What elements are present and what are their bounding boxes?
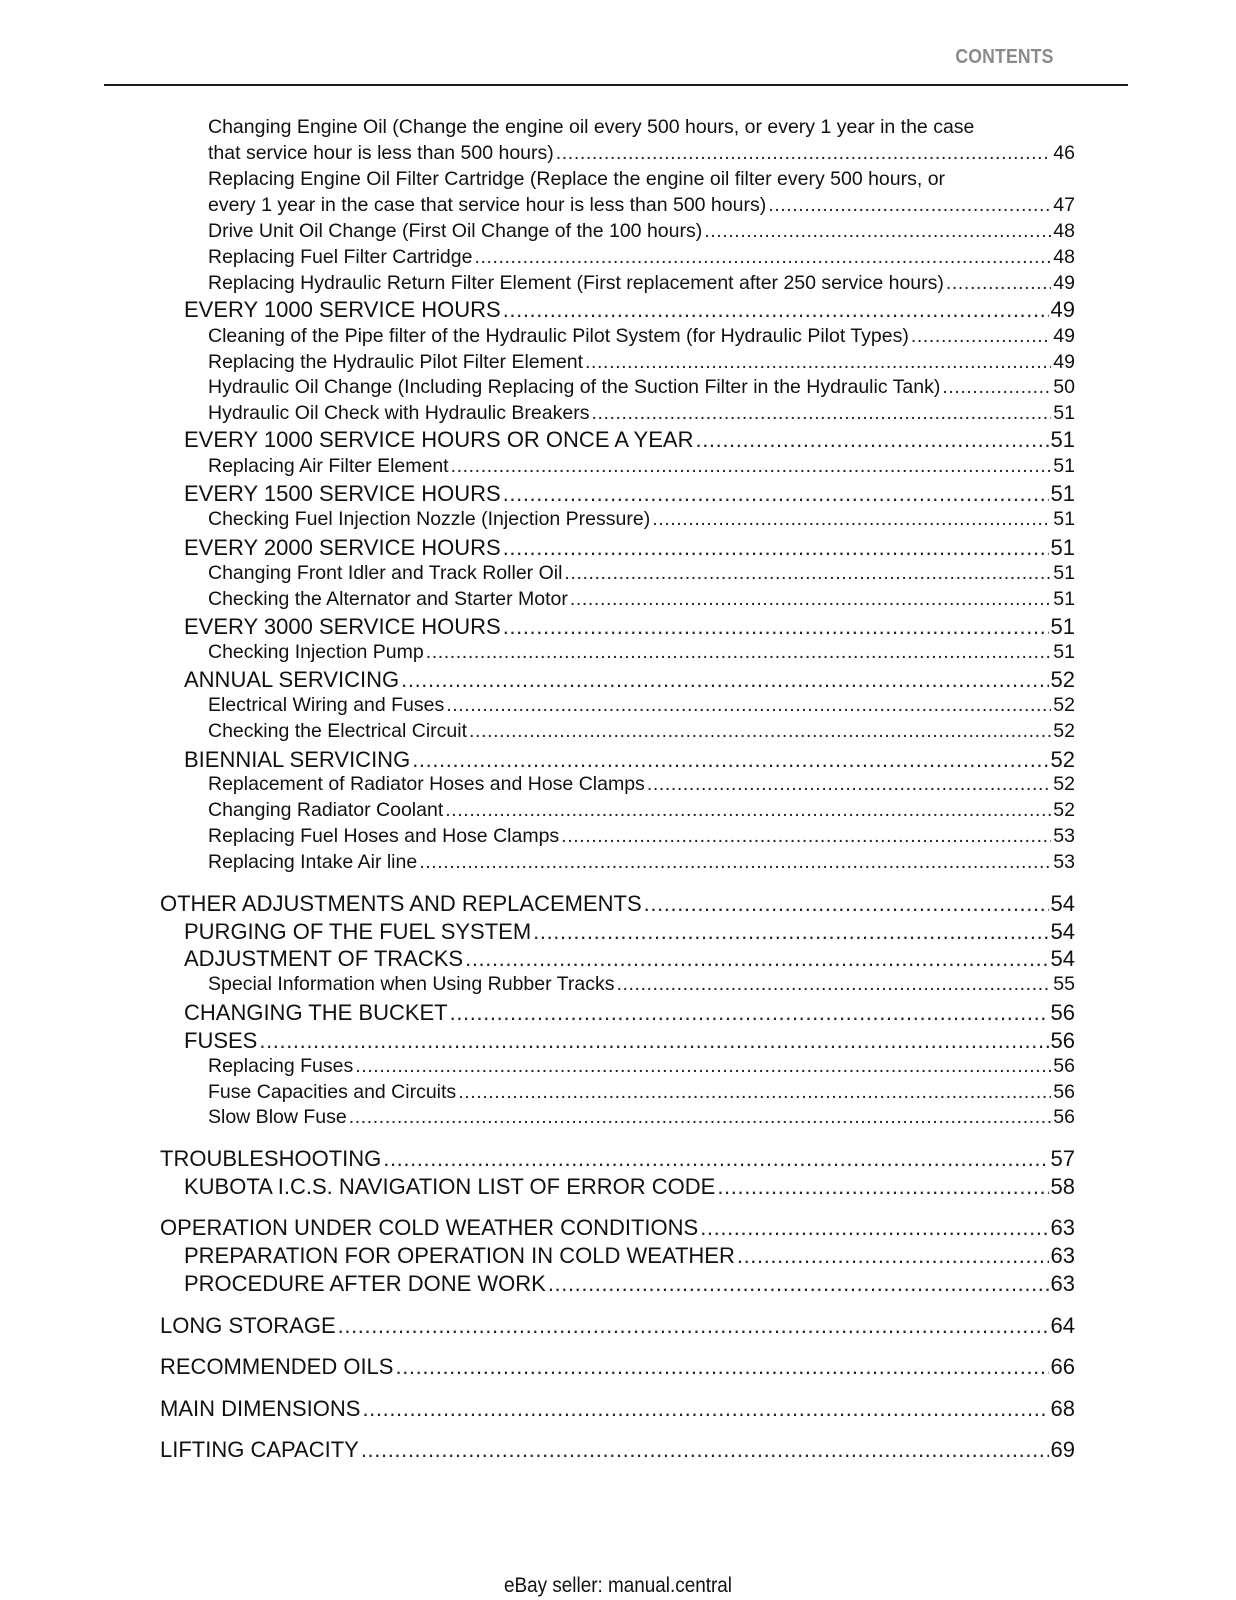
footer-seller-note: eBay seller: manual.central	[504, 1574, 732, 1597]
toc-entry-label: PREPARATION FOR OPERATION IN COLD WEATHER	[184, 1243, 735, 1268]
toc-entry-label: BIENNIAL SERVICING	[184, 747, 411, 772]
toc-entry-label: Replacing Fuel Hoses and Hose Clamps	[208, 825, 560, 847]
toc-entry-label: Hydraulic Oil Check with Hydraulic Breakers	[208, 402, 590, 424]
dot-leader	[533, 919, 1048, 945]
toc-entry[interactable]	[208, 455, 1075, 478]
toc-entry[interactable]	[208, 694, 1075, 717]
toc-entry-label: Replacing Hydraulic Return Filter Element (First replacement after 250 service hours)	[208, 272, 944, 294]
dot-leader	[647, 773, 1051, 796]
toc-page-number: 47	[1053, 194, 1075, 216]
toc-entry-label: Fuse Capacities and Circuits	[208, 1081, 457, 1103]
toc-entry[interactable]	[208, 402, 1075, 425]
dot-leader	[556, 142, 1052, 165]
dot-leader	[419, 851, 1051, 874]
dot-leader	[362, 1396, 1048, 1422]
toc-entry-label: Drive Unit Oil Change (First Oil Change of the 100 hours)	[208, 220, 703, 242]
toc-page-number: 53	[1053, 851, 1075, 873]
dot-leader	[591, 402, 1051, 425]
toc-entry-label: Changing Front Idler and Track Roller Oil	[208, 562, 563, 584]
toc-entry-label: Checking the Electrical Circuit	[208, 720, 468, 742]
dot-leader	[768, 194, 1051, 217]
toc-entry-label: PURGING OF THE FUEL SYSTEM	[184, 919, 532, 944]
toc-entry[interactable]	[184, 1174, 1075, 1200]
toc-entry[interactable]	[208, 720, 1075, 743]
toc-entry[interactable]	[184, 535, 1075, 561]
toc-entry-label: Replacing Fuel Filter Cartridge	[208, 246, 473, 268]
toc-entry-label: Electrical Wiring and Fuses	[208, 694, 445, 716]
toc-page-number: 56	[1053, 1055, 1075, 1077]
toc-page-number: 51	[1050, 427, 1075, 452]
dot-leader	[503, 481, 1049, 507]
toc-entry-label: Replacement of Radiator Hoses and Hose Clamps	[208, 773, 645, 795]
toc-entry[interactable]	[160, 1146, 1075, 1172]
toc-entry-label: Checking the Alternator and Starter Motor	[208, 588, 568, 610]
toc-page-number: 58	[1050, 1174, 1075, 1199]
header-rule	[104, 84, 1128, 86]
toc-page-number: 63	[1050, 1243, 1075, 1268]
toc-entry-line[interactable]: Replacing Engine Oil Filter Cartridge (Replace the engine oil filter every 500 hours, or	[208, 168, 946, 190]
toc-page-number: 51	[1050, 535, 1075, 560]
toc-entry[interactable]	[208, 1081, 1075, 1104]
toc-entry[interactable]	[208, 641, 1075, 664]
toc-entry-line[interactable]: Changing Engine Oil (Change the engine oil every 500 hours, or every 1 year in the case	[208, 116, 975, 138]
toc-page-number: 66	[1050, 1354, 1075, 1379]
toc-page-number: 52	[1053, 773, 1075, 795]
toc-page-number: 56	[1050, 1028, 1075, 1053]
toc-entry-label: EVERY 3000 SERVICE HOURS	[184, 614, 501, 639]
toc-page-number: 64	[1050, 1313, 1075, 1338]
toc-entry-label: Checking Injection Pump	[208, 641, 424, 663]
toc-entry[interactable]	[160, 1437, 1075, 1463]
dot-leader	[564, 562, 1051, 585]
toc-page-number: 48	[1053, 246, 1075, 268]
toc-page-number: 68	[1050, 1396, 1075, 1421]
toc-entry[interactable]	[208, 588, 1075, 611]
toc-entry[interactable]	[184, 1243, 1075, 1269]
toc-entry[interactable]	[208, 376, 1075, 399]
dot-leader	[450, 1000, 1049, 1026]
toc-entry-label: that service hour is less than 500 hours)	[208, 142, 554, 164]
toc-page-number: 56	[1053, 1081, 1075, 1103]
toc-page-number: 52	[1053, 799, 1075, 821]
toc-page-number: 51	[1053, 641, 1075, 663]
toc-entry-label: every 1 year in the case that service hour is less than 500 hours)	[208, 194, 767, 216]
toc-page-number: 53	[1053, 825, 1075, 847]
toc-entry[interactable]	[208, 1055, 1075, 1078]
toc-entry-label: OTHER ADJUSTMENTS AND REPLACEMENTS	[160, 891, 642, 916]
toc-page-number: 48	[1053, 220, 1075, 242]
dot-leader	[946, 272, 1051, 295]
toc-page-number: 52	[1053, 694, 1075, 716]
toc-entry-label: RECOMMENDED OILS	[160, 1354, 394, 1379]
toc-page-number: 51	[1050, 614, 1075, 639]
dot-leader	[445, 799, 1051, 822]
toc-page-number: 57	[1050, 1146, 1075, 1171]
toc-entry-label: Checking Fuel Injection Nozzle (Injection Pressure)	[208, 508, 651, 530]
toc-entry-label: EVERY 1000 SERVICE HOURS OR ONCE A YEAR	[184, 427, 694, 452]
running-header-title: CONTENTS	[955, 46, 1054, 68]
dot-leader	[942, 376, 1051, 399]
toc-page-number: 49	[1053, 325, 1075, 347]
toc-entry[interactable]	[184, 297, 1075, 323]
dot-leader	[259, 1028, 1048, 1054]
dot-leader	[503, 535, 1049, 561]
dot-leader	[585, 351, 1051, 374]
toc-page-number: 52	[1053, 720, 1075, 742]
toc-entry-label: EVERY 1000 SERVICE HOURS	[184, 297, 501, 322]
toc-page-number: 46	[1053, 142, 1075, 164]
toc-page-number: 51	[1053, 455, 1075, 477]
toc-entry-label: Slow Blow Fuse	[208, 1106, 347, 1128]
toc-entry[interactable]	[208, 1106, 1075, 1129]
dot-leader	[361, 1437, 1049, 1463]
dot-leader	[652, 508, 1051, 531]
toc-entry-label: CHANGING THE BUCKET	[184, 1000, 448, 1025]
toc-page-number: 51	[1050, 481, 1075, 506]
dot-leader	[412, 747, 1048, 773]
dot-leader	[338, 1313, 1049, 1339]
toc-entry-label: EVERY 1500 SERVICE HOURS	[184, 481, 501, 506]
toc-page-number: 54	[1050, 919, 1075, 944]
toc-entry[interactable]	[184, 1028, 1075, 1054]
dot-leader	[570, 588, 1051, 611]
toc-entry-label: Replacing the Hydraulic Pilot Filter Element	[208, 351, 583, 373]
toc-page-number: 51	[1053, 562, 1075, 584]
toc-entry[interactable]	[184, 747, 1075, 773]
toc-entry[interactable]	[184, 481, 1075, 507]
toc-page-number: 52	[1050, 667, 1075, 692]
toc-page-number: 54	[1050, 891, 1075, 916]
dot-leader	[700, 1215, 1048, 1241]
toc-page-number: 49	[1050, 297, 1075, 322]
dot-leader	[474, 246, 1051, 269]
toc-entry[interactable]	[208, 272, 1075, 295]
toc-entry[interactable]	[160, 1313, 1075, 1339]
toc-entry[interactable]	[208, 508, 1075, 531]
toc-entry[interactable]	[208, 973, 1075, 996]
toc-entry-label: Replacing Fuses	[208, 1055, 354, 1077]
toc-entry-label: LONG STORAGE	[160, 1313, 336, 1338]
toc-entry[interactable]	[208, 562, 1075, 585]
toc-entry[interactable]	[208, 246, 1075, 269]
dot-leader	[548, 1271, 1049, 1297]
dot-leader	[355, 1055, 1051, 1078]
toc-page-number: 49	[1053, 351, 1075, 373]
toc-entry[interactable]	[208, 142, 1075, 165]
toc-page-number: 50	[1053, 376, 1075, 398]
toc-entry-label: EVERY 2000 SERVICE HOURS	[184, 535, 501, 560]
toc-entry-label: OPERATION UNDER COLD WEATHER CONDITIONS	[160, 1215, 699, 1240]
toc-page-number: 69	[1050, 1437, 1075, 1462]
toc-entry-label: ANNUAL SERVICING	[184, 667, 400, 692]
dot-leader	[401, 667, 1048, 693]
toc-entry[interactable]	[208, 825, 1075, 848]
toc-entry[interactable]	[184, 667, 1075, 693]
toc-entry[interactable]	[160, 891, 1075, 917]
dot-leader	[644, 891, 1049, 917]
dot-leader	[458, 1081, 1051, 1104]
toc-entry[interactable]	[208, 351, 1075, 374]
dot-leader	[426, 641, 1052, 664]
toc-entry-label: Special Information when Using Rubber Tracks	[208, 973, 615, 995]
dot-leader	[349, 1106, 1052, 1129]
toc-entry[interactable]	[184, 1000, 1075, 1026]
toc-entry-label: LIFTING CAPACITY	[160, 1437, 359, 1462]
toc-page-number: 63	[1050, 1215, 1075, 1240]
toc-entry-label: PROCEDURE AFTER DONE WORK	[184, 1271, 546, 1296]
toc-entry[interactable]	[184, 1271, 1075, 1297]
dot-leader	[911, 325, 1051, 348]
dot-leader	[503, 297, 1049, 323]
toc-entry[interactable]	[160, 1354, 1075, 1380]
toc-entry-label: Changing Radiator Coolant	[208, 799, 444, 821]
toc-page-number: 51	[1053, 588, 1075, 610]
dot-leader	[465, 946, 1048, 972]
toc-page-number: 56	[1050, 1000, 1075, 1025]
toc-entry[interactable]	[208, 773, 1075, 796]
toc-page-number: 51	[1053, 508, 1075, 530]
toc-entry[interactable]	[160, 1215, 1075, 1241]
dot-leader	[446, 694, 1051, 717]
dot-leader	[503, 614, 1049, 640]
toc-entry[interactable]	[208, 851, 1075, 874]
dot-leader	[616, 973, 1051, 996]
toc-page-number: 63	[1050, 1271, 1075, 1296]
toc-page-number: 52	[1050, 747, 1075, 772]
toc-page-number: 51	[1053, 402, 1075, 424]
toc-entry-label: Cleaning of the Pipe filter of the Hydraulic Pilot System (for Hydraulic Pilot Types)	[208, 325, 909, 347]
toc-entry[interactable]	[184, 946, 1075, 972]
dot-leader	[395, 1354, 1048, 1380]
dot-leader	[737, 1243, 1049, 1269]
toc-entry-label: FUSES	[184, 1028, 258, 1053]
toc-entry-label: ADJUSTMENT OF TRACKS	[184, 946, 464, 971]
toc-entry-label: KUBOTA I.C.S. NAVIGATION LIST OF ERROR CODE	[184, 1174, 716, 1199]
toc-entry[interactable]	[160, 1396, 1075, 1422]
toc-page-number: 54	[1050, 946, 1075, 971]
toc-entry-label: TROUBLESHOOTING	[160, 1146, 382, 1171]
dot-leader	[451, 455, 1052, 478]
toc-entry[interactable]	[208, 799, 1075, 822]
dot-leader	[717, 1174, 1048, 1200]
dot-leader	[695, 427, 1048, 453]
toc-page-number: 49	[1053, 272, 1075, 294]
toc-entry[interactable]	[184, 919, 1075, 945]
toc-entry-label: Hydraulic Oil Change (Including Replacing of the Suction Filter in the Hydraulic Tank)	[208, 376, 941, 398]
toc-page-number: 55	[1053, 973, 1075, 995]
toc-entry[interactable]	[184, 614, 1075, 640]
toc-entry[interactable]	[208, 325, 1075, 348]
toc-entry-label: Replacing Intake Air line	[208, 851, 418, 873]
toc-entry[interactable]	[184, 427, 1075, 453]
toc-entry[interactable]	[208, 220, 1075, 243]
dot-leader	[383, 1146, 1048, 1172]
dot-leader	[561, 825, 1051, 848]
dot-leader	[704, 220, 1051, 243]
toc-page-number: 56	[1053, 1106, 1075, 1128]
toc-entry[interactable]	[208, 194, 1075, 217]
dot-leader	[469, 720, 1051, 743]
toc-entry-label: Replacing Air Filter Element	[208, 455, 449, 477]
toc-entry-label: MAIN DIMENSIONS	[160, 1396, 361, 1421]
